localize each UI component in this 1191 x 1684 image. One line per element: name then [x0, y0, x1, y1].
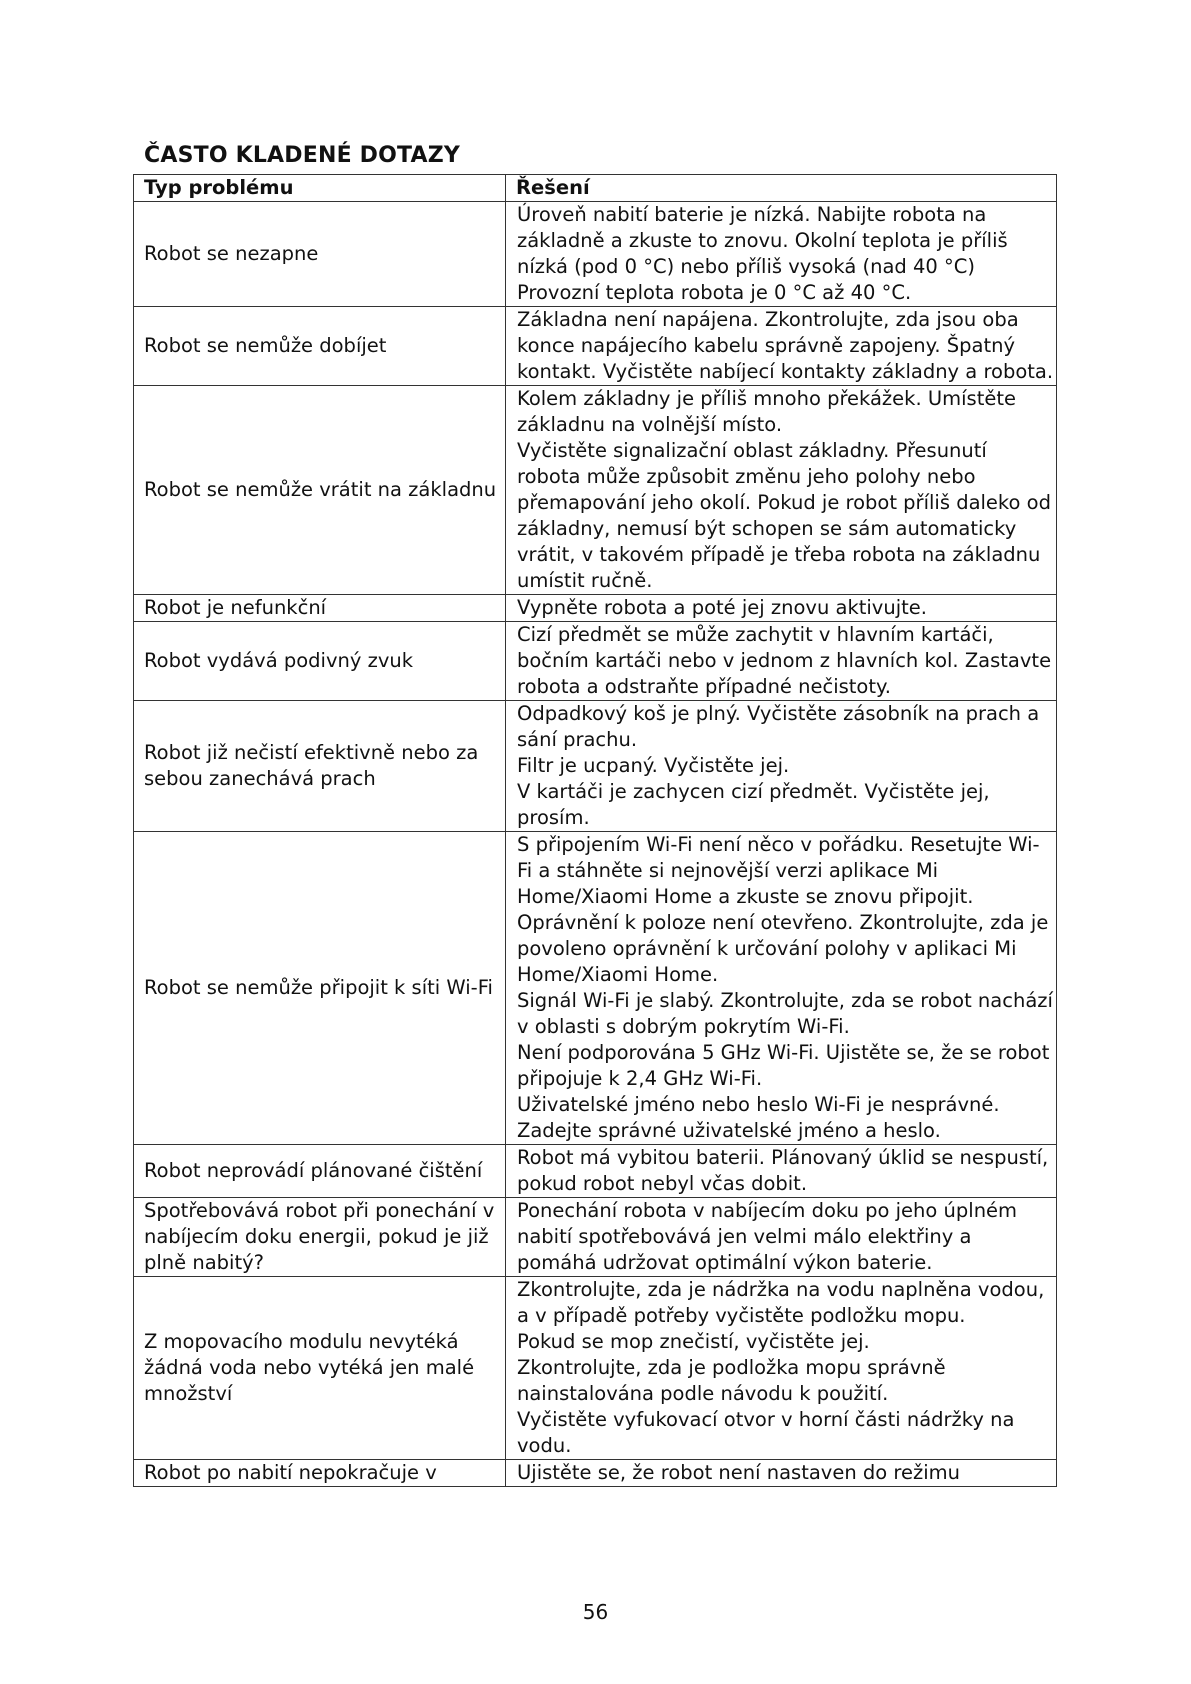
- solution-cell: Robot má vybitou baterii. Plánovaný úklid se nespustí, pokud robot nebyl včas dobit.: [506, 1145, 1057, 1198]
- problem-cell: Robot po nabití nepokračuje v: [134, 1460, 506, 1487]
- solution-cell: Vypněte robota a poté jej znovu aktivujte.: [506, 595, 1057, 622]
- solution-cell: Základna není napájena. Zkontrolujte, zda jsou oba konce napájecího kabelu správně zapojeny. Špatný kontakt. Vyčistěte nabíjecí kontakty základny a robota.: [506, 307, 1057, 386]
- problem-cell: Robot neprovádí plánované čištění: [134, 1145, 506, 1198]
- table-row: [134, 1145, 1057, 1198]
- solution-cell: Ponechání robota v nabíjecím doku po jeho úplném nabití spotřebovává jen velmi málo elektřiny a pomáhá udržovat optimální výkon baterie.: [506, 1198, 1057, 1277]
- problem-cell: Robot vydává podivný zvuk: [134, 622, 506, 701]
- problem-cell: Robot je nefunkční: [134, 595, 506, 622]
- solution-cell: Úroveň nabití baterie je nízká. Nabijte robota na základně a zkuste to znovu. Okolní teplota je příliš nízká (pod 0 °C) nebo příliš vysoká (nad 40 °C) Provozní teplota robota je 0 °C až 40 °C.: [506, 202, 1057, 307]
- solution-cell: Odpadkový koš je plný. Vyčistěte zásobník na prach a sání prachu. Filtr je ucpaný. Vyčistěte jej. V kartáči je zachycen cizí předmět. Vyčistěte jej, prosím.: [506, 701, 1057, 832]
- solution-cell: Kolem základny je příliš mnoho překážek. Umístěte základnu na volnější místo. Vyčistěte signalizační oblast základny. Přesunutí robota může způsobit změnu jeho polohy nebo přemapování jeho okolí. Pokud je robot příliš daleko od základny, nemusí být schopen se sám automaticky vrátit, v takovém případě je třeba robota na základnu umístit ručně.: [506, 386, 1057, 595]
- table-row: [134, 1460, 1057, 1487]
- problem-cell: Z mopovacího modulu nevytéká žádná voda nebo vytéká jen malé množství: [134, 1277, 506, 1460]
- table-row: [134, 307, 1057, 386]
- table-row: [134, 622, 1057, 701]
- problem-cell: Robot se nemůže dobíjet: [134, 307, 506, 386]
- table-row: [134, 386, 1057, 595]
- page-number: 56: [582, 1600, 609, 1624]
- table-row: [134, 832, 1057, 1145]
- problem-cell: Robot se nemůže připojit k síti Wi-Fi: [134, 832, 506, 1145]
- solution-cell: Zkontrolujte, zda je nádržka na vodu naplněna vodou, a v případě potřeby vyčistěte podložku mopu. Pokud se mop znečistí, vyčistěte jej. Zkontrolujte, zda je podložka mopu správně nainstalována podle návodu k použití. Vyčistěte vyfukovací otvor v horní části nádržky na vodu.: [506, 1277, 1057, 1460]
- table-row: [134, 1198, 1057, 1277]
- problem-cell: Robot se nemůže vrátit na základnu: [134, 386, 506, 595]
- solution-cell: S připojením Wi-Fi není něco v pořádku. Resetujte Wi-Fi a stáhněte si nejnovější verzi aplikace Mi Home/Xiaomi Home a zkuste se znovu připojit. Oprávnění k poloze není otevřeno. Zkontrolujte, zda je povoleno oprávnění k určování polohy v aplikaci Mi Home/Xiaomi Home. Signál Wi-Fi je slabý. Zkontrolujte, zda se robot nachází v oblasti s dobrým pokrytím Wi-Fi. Není podporována 5 GHz Wi-Fi. Ujistěte se, že se robot připojuje k 2,4 GHz Wi-Fi. Uživatelské jméno nebo heslo Wi-Fi je nesprávné. Zadejte správné uživatelské jméno a heslo.: [506, 832, 1057, 1145]
- solution-cell: Cizí předmět se může zachytit v hlavním kartáči, bočním kartáči nebo v jednom z hlavních kol. Zastavte robota a odstraňte případné nečistoty.: [506, 622, 1057, 701]
- table-row: [134, 701, 1057, 832]
- problem-cell: Robot již nečistí efektivně nebo za sebou zanechává prach: [134, 701, 506, 832]
- solution-cell: Ujistěte se, že robot není nastaven do režimu: [506, 1460, 1057, 1487]
- header-problem-type: Typ problému: [134, 175, 506, 202]
- header-solution: Řešení: [506, 175, 1057, 202]
- page-title: ČASTO KLADENÉ DOTAZY: [144, 143, 461, 168]
- table-header-row: [134, 175, 1057, 202]
- table-row: [134, 202, 1057, 307]
- faq-table: [133, 174, 1057, 1487]
- problem-cell: Spotřebovává robot při ponechání v nabíjecím doku energii, pokud je již plně nabitý?: [134, 1198, 506, 1277]
- problem-cell: Robot se nezapne: [134, 202, 506, 307]
- table-row: [134, 595, 1057, 622]
- table-row: [134, 1277, 1057, 1460]
